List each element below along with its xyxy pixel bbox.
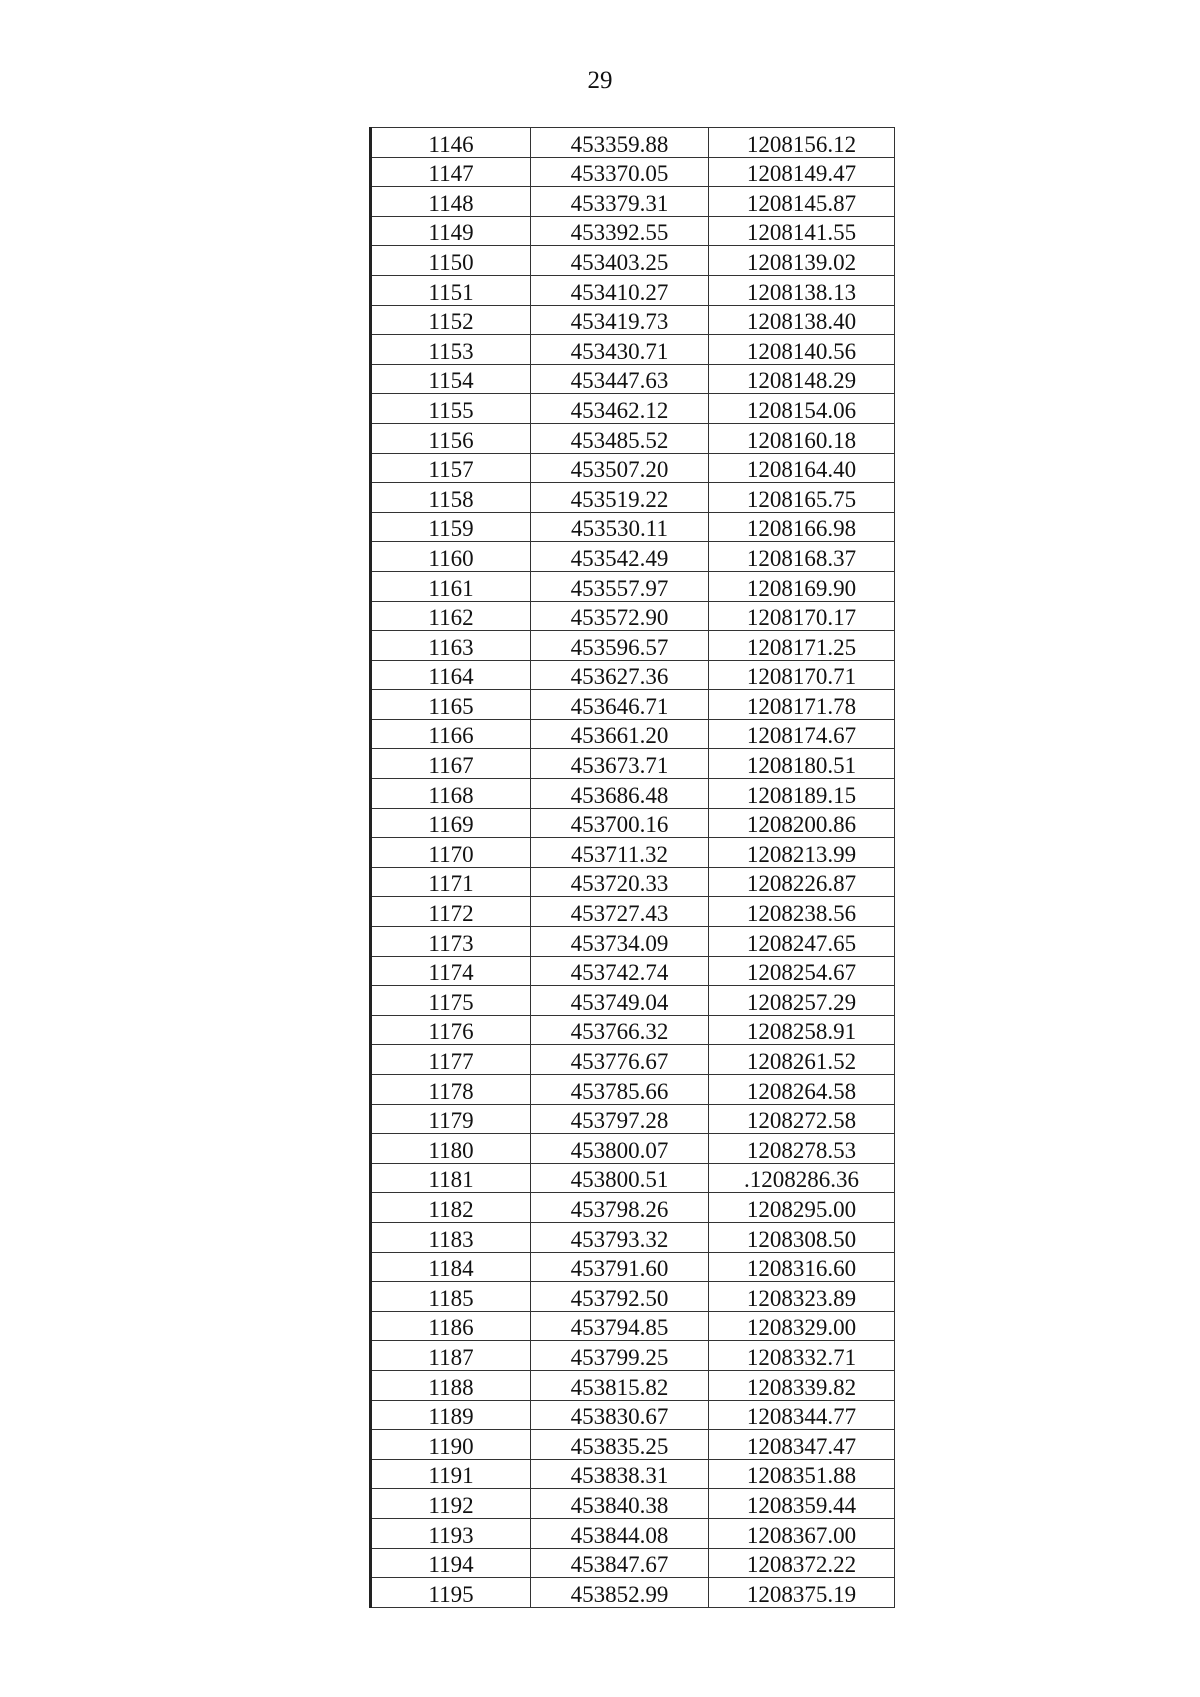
y-coordinate-cell: 1208329.00 xyxy=(709,1311,895,1341)
y-coordinate-cell: 1208258.91 xyxy=(709,1015,895,1045)
point-number-cell: 1187 xyxy=(371,1341,531,1371)
x-coordinate-cell: 453830.67 xyxy=(531,1400,709,1430)
y-coordinate-cell: 1208200.86 xyxy=(709,808,895,838)
x-coordinate-cell: 453776.67 xyxy=(531,1045,709,1075)
x-coordinate-cell: 453844.08 xyxy=(531,1518,709,1548)
table-row xyxy=(371,571,895,601)
y-coordinate-cell: 1208344.77 xyxy=(709,1400,895,1430)
point-number-cell: 1190 xyxy=(371,1430,531,1460)
x-coordinate-cell: 453403.25 xyxy=(531,246,709,276)
point-number-cell: 1175 xyxy=(371,986,531,1016)
y-coordinate-cell: 1208171.78 xyxy=(709,690,895,720)
point-number-cell: 1177 xyxy=(371,1045,531,1075)
table-row xyxy=(371,394,895,424)
table-row xyxy=(371,808,895,838)
point-number-cell: 1169 xyxy=(371,808,531,838)
y-coordinate-cell: 1208238.56 xyxy=(709,897,895,927)
y-coordinate-cell: 1208140.56 xyxy=(709,335,895,365)
coordinates-table xyxy=(369,127,895,1608)
x-coordinate-cell: 453572.90 xyxy=(531,601,709,631)
point-number-cell: 1172 xyxy=(371,897,531,927)
table-row xyxy=(371,1489,895,1519)
x-coordinate-cell: 453646.71 xyxy=(531,690,709,720)
table-row xyxy=(371,1163,895,1193)
table-row xyxy=(371,1311,895,1341)
x-coordinate-cell: 453794.85 xyxy=(531,1311,709,1341)
point-number-cell: 1182 xyxy=(371,1193,531,1223)
x-coordinate-cell: 453542.49 xyxy=(531,542,709,572)
point-number-cell: 1189 xyxy=(371,1400,531,1430)
point-number-cell: 1180 xyxy=(371,1134,531,1164)
y-coordinate-cell: 1208359.44 xyxy=(709,1489,895,1519)
x-coordinate-cell: 453742.74 xyxy=(531,956,709,986)
point-number-cell: 1167 xyxy=(371,749,531,779)
point-number-cell: 1157 xyxy=(371,453,531,483)
point-number-cell: 1176 xyxy=(371,1015,531,1045)
x-coordinate-cell: 453838.31 xyxy=(531,1459,709,1489)
table-row xyxy=(371,867,895,897)
x-coordinate-cell: 453430.71 xyxy=(531,335,709,365)
table-row xyxy=(371,1459,895,1489)
x-coordinate-cell: 453557.97 xyxy=(531,571,709,601)
coordinates-table-body xyxy=(371,128,895,1608)
point-number-cell: 1163 xyxy=(371,631,531,661)
x-coordinate-cell: 453799.25 xyxy=(531,1341,709,1371)
table-row xyxy=(371,956,895,986)
y-coordinate-cell: 1208164.40 xyxy=(709,453,895,483)
y-coordinate-cell: 1208141.55 xyxy=(709,216,895,246)
table-row xyxy=(371,1282,895,1312)
table-row xyxy=(371,631,895,661)
x-coordinate-cell: 453800.51 xyxy=(531,1163,709,1193)
table-row xyxy=(371,1341,895,1371)
y-coordinate-cell: 1208339.82 xyxy=(709,1370,895,1400)
point-number-cell: 1179 xyxy=(371,1104,531,1134)
table-row xyxy=(371,719,895,749)
x-coordinate-cell: 453785.66 xyxy=(531,1075,709,1105)
x-coordinate-cell: 453379.31 xyxy=(531,187,709,217)
table-row xyxy=(371,335,895,365)
point-number-cell: 1150 xyxy=(371,246,531,276)
table-row xyxy=(371,423,895,453)
point-number-cell: 1186 xyxy=(371,1311,531,1341)
y-coordinate-cell: 1208189.15 xyxy=(709,779,895,809)
table-row xyxy=(371,1578,895,1608)
y-coordinate-cell: 1208332.71 xyxy=(709,1341,895,1371)
y-coordinate-cell: 1208180.51 xyxy=(709,749,895,779)
x-coordinate-cell: 453392.55 xyxy=(531,216,709,246)
y-coordinate-cell: .1208286.36 xyxy=(709,1163,895,1193)
table-row xyxy=(371,927,895,957)
point-number-cell: 1184 xyxy=(371,1252,531,1282)
table-row xyxy=(371,897,895,927)
table-row xyxy=(371,216,895,246)
point-number-cell: 1146 xyxy=(371,128,531,158)
table-row xyxy=(371,512,895,542)
y-coordinate-cell: 1208226.87 xyxy=(709,867,895,897)
table-row xyxy=(371,128,895,158)
y-coordinate-cell: 1208254.67 xyxy=(709,956,895,986)
y-coordinate-cell: 1208264.58 xyxy=(709,1075,895,1105)
point-number-cell: 1149 xyxy=(371,216,531,246)
table-row xyxy=(371,483,895,513)
y-coordinate-cell: 1208308.50 xyxy=(709,1222,895,1252)
table-row xyxy=(371,1015,895,1045)
x-coordinate-cell: 453711.32 xyxy=(531,838,709,868)
x-coordinate-cell: 453370.05 xyxy=(531,157,709,187)
x-coordinate-cell: 453727.43 xyxy=(531,897,709,927)
x-coordinate-cell: 453734.09 xyxy=(531,927,709,957)
y-coordinate-cell: 1208295.00 xyxy=(709,1193,895,1223)
point-number-cell: 1148 xyxy=(371,187,531,217)
x-coordinate-cell: 453485.52 xyxy=(531,423,709,453)
x-coordinate-cell: 453792.50 xyxy=(531,1282,709,1312)
point-number-cell: 1162 xyxy=(371,601,531,631)
point-number-cell: 1155 xyxy=(371,394,531,424)
table-row xyxy=(371,660,895,690)
y-coordinate-cell: 1208166.98 xyxy=(709,512,895,542)
y-coordinate-cell: 1208160.18 xyxy=(709,423,895,453)
x-coordinate-cell: 453359.88 xyxy=(531,128,709,158)
x-coordinate-cell: 453596.57 xyxy=(531,631,709,661)
point-number-cell: 1165 xyxy=(371,690,531,720)
point-number-cell: 1164 xyxy=(371,660,531,690)
table-row xyxy=(371,1548,895,1578)
y-coordinate-cell: 1208375.19 xyxy=(709,1578,895,1608)
x-coordinate-cell: 453798.26 xyxy=(531,1193,709,1223)
y-coordinate-cell: 1208257.29 xyxy=(709,986,895,1016)
table-row xyxy=(371,779,895,809)
point-number-cell: 1168 xyxy=(371,779,531,809)
point-number-cell: 1166 xyxy=(371,719,531,749)
x-coordinate-cell: 453800.07 xyxy=(531,1134,709,1164)
point-number-cell: 1153 xyxy=(371,335,531,365)
y-coordinate-cell: 1208156.12 xyxy=(709,128,895,158)
y-coordinate-cell: 1208171.25 xyxy=(709,631,895,661)
y-coordinate-cell: 1208148.29 xyxy=(709,364,895,394)
y-coordinate-cell: 1208272.58 xyxy=(709,1104,895,1134)
y-coordinate-cell: 1208165.75 xyxy=(709,483,895,513)
table-row xyxy=(371,275,895,305)
x-coordinate-cell: 453852.99 xyxy=(531,1578,709,1608)
table-row xyxy=(371,1104,895,1134)
point-number-cell: 1185 xyxy=(371,1282,531,1312)
y-coordinate-cell: 1208316.60 xyxy=(709,1252,895,1282)
x-coordinate-cell: 453507.20 xyxy=(531,453,709,483)
y-coordinate-cell: 1208154.06 xyxy=(709,394,895,424)
y-coordinate-cell: 1208323.89 xyxy=(709,1282,895,1312)
table-row xyxy=(371,749,895,779)
point-number-cell: 1173 xyxy=(371,927,531,957)
point-number-cell: 1171 xyxy=(371,867,531,897)
y-coordinate-cell: 1208168.37 xyxy=(709,542,895,572)
point-number-cell: 1178 xyxy=(371,1075,531,1105)
point-number-cell: 1181 xyxy=(371,1163,531,1193)
y-coordinate-cell: 1208170.17 xyxy=(709,601,895,631)
y-coordinate-cell: 1208261.52 xyxy=(709,1045,895,1075)
point-number-cell: 1159 xyxy=(371,512,531,542)
y-coordinate-cell: 1208149.47 xyxy=(709,157,895,187)
point-number-cell: 1147 xyxy=(371,157,531,187)
y-coordinate-cell: 1208138.13 xyxy=(709,275,895,305)
x-coordinate-cell: 453462.12 xyxy=(531,394,709,424)
point-number-cell: 1151 xyxy=(371,275,531,305)
point-number-cell: 1194 xyxy=(371,1548,531,1578)
y-coordinate-cell: 1208174.67 xyxy=(709,719,895,749)
x-coordinate-cell: 453749.04 xyxy=(531,986,709,1016)
y-coordinate-cell: 1208213.99 xyxy=(709,838,895,868)
point-number-cell: 1156 xyxy=(371,423,531,453)
table-row xyxy=(371,542,895,572)
x-coordinate-cell: 453519.22 xyxy=(531,483,709,513)
table-row xyxy=(371,1134,895,1164)
point-number-cell: 1195 xyxy=(371,1578,531,1608)
page-number: 29 xyxy=(587,67,613,94)
table-row xyxy=(371,157,895,187)
x-coordinate-cell: 453447.63 xyxy=(531,364,709,394)
point-number-cell: 1193 xyxy=(371,1518,531,1548)
y-coordinate-cell: 1208169.90 xyxy=(709,571,895,601)
x-coordinate-cell: 453686.48 xyxy=(531,779,709,809)
x-coordinate-cell: 453410.27 xyxy=(531,275,709,305)
table-row xyxy=(371,601,895,631)
point-number-cell: 1170 xyxy=(371,838,531,868)
x-coordinate-cell: 453661.20 xyxy=(531,719,709,749)
x-coordinate-cell: 453840.38 xyxy=(531,1489,709,1519)
x-coordinate-cell: 453797.28 xyxy=(531,1104,709,1134)
table-row xyxy=(371,1518,895,1548)
table-row xyxy=(371,246,895,276)
table-row xyxy=(371,1430,895,1460)
y-coordinate-cell: 1208145.87 xyxy=(709,187,895,217)
table-row xyxy=(371,364,895,394)
point-number-cell: 1183 xyxy=(371,1222,531,1252)
table-row xyxy=(371,1222,895,1252)
y-coordinate-cell: 1208170.71 xyxy=(709,660,895,690)
table-row xyxy=(371,1370,895,1400)
table-row xyxy=(371,986,895,1016)
x-coordinate-cell: 453530.11 xyxy=(531,512,709,542)
y-coordinate-cell: 1208139.02 xyxy=(709,246,895,276)
y-coordinate-cell: 1208347.47 xyxy=(709,1430,895,1460)
table-row xyxy=(371,1193,895,1223)
x-coordinate-cell: 453847.67 xyxy=(531,1548,709,1578)
y-coordinate-cell: 1208138.40 xyxy=(709,305,895,335)
table-row xyxy=(371,690,895,720)
point-number-cell: 1191 xyxy=(371,1459,531,1489)
x-coordinate-cell: 453627.36 xyxy=(531,660,709,690)
point-number-cell: 1154 xyxy=(371,364,531,394)
y-coordinate-cell: 1208372.22 xyxy=(709,1548,895,1578)
point-number-cell: 1152 xyxy=(371,305,531,335)
x-coordinate-cell: 453835.25 xyxy=(531,1430,709,1460)
point-number-cell: 1160 xyxy=(371,542,531,572)
table-row xyxy=(371,1400,895,1430)
y-coordinate-cell: 1208247.65 xyxy=(709,927,895,957)
x-coordinate-cell: 453700.16 xyxy=(531,808,709,838)
x-coordinate-cell: 453766.32 xyxy=(531,1015,709,1045)
point-number-cell: 1174 xyxy=(371,956,531,986)
table-row xyxy=(371,187,895,217)
table-row xyxy=(371,1252,895,1282)
x-coordinate-cell: 453815.82 xyxy=(531,1370,709,1400)
y-coordinate-cell: 1208367.00 xyxy=(709,1518,895,1548)
x-coordinate-cell: 453791.60 xyxy=(531,1252,709,1282)
point-number-cell: 1158 xyxy=(371,483,531,513)
table-row xyxy=(371,838,895,868)
table-row xyxy=(371,1075,895,1105)
y-coordinate-cell: 1208278.53 xyxy=(709,1134,895,1164)
y-coordinate-cell: 1208351.88 xyxy=(709,1459,895,1489)
x-coordinate-cell: 453793.32 xyxy=(531,1222,709,1252)
point-number-cell: 1161 xyxy=(371,571,531,601)
table-row xyxy=(371,305,895,335)
table-row xyxy=(371,453,895,483)
table-row xyxy=(371,1045,895,1075)
x-coordinate-cell: 453673.71 xyxy=(531,749,709,779)
point-number-cell: 1192 xyxy=(371,1489,531,1519)
point-number-cell: 1188 xyxy=(371,1370,531,1400)
x-coordinate-cell: 453720.33 xyxy=(531,867,709,897)
x-coordinate-cell: 453419.73 xyxy=(531,305,709,335)
